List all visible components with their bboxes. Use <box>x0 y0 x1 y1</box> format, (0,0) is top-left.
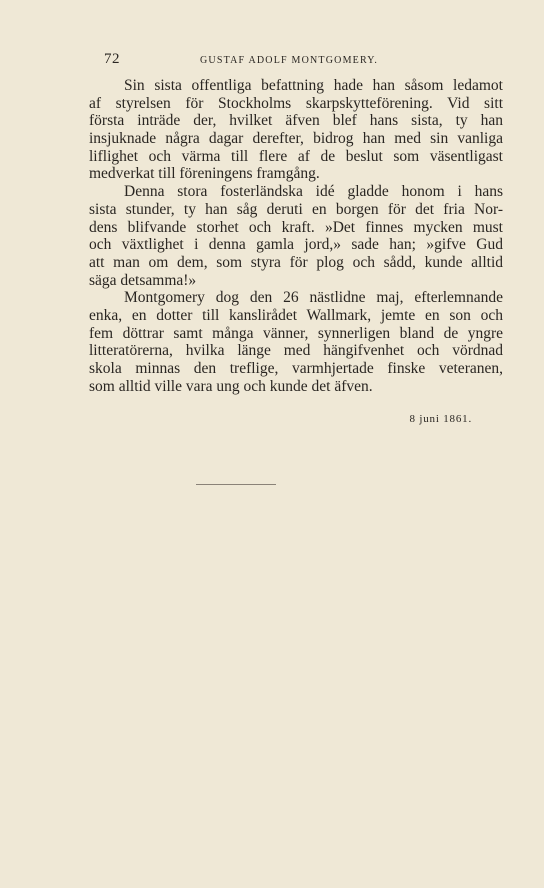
section-divider <box>196 484 276 485</box>
text-line: fem döttrar samt många vänner, synnerligen bland de yngre <box>89 324 503 342</box>
text-line: litteratörerna, hvilka länge med hängifvenhet och vördnad <box>89 342 503 360</box>
text-line: liflighet och värma till flere af de beslut som väsentligast <box>89 147 503 165</box>
text-line: skola minnas den treflige, varmhjertade finske veteranen, <box>89 360 503 377</box>
dateline: 8 juni 1861. <box>409 413 472 425</box>
page-number: 72 <box>104 51 120 67</box>
text-line: dens blifvande storhet och kraft. »Det finnes mycken must <box>89 218 503 236</box>
text-line: Sin sista offentliga befattning hade han såsom ledamot <box>124 77 503 94</box>
text-line: som alltid ville vara ung och kunde det äfven. <box>89 377 373 395</box>
text-line: att man om dem, som styra för plog och sådd, kunde alltid <box>89 253 503 271</box>
text-line: af styrelsen för Stockholms skarpskytteförening. Vid sitt <box>89 94 503 112</box>
body-text <box>89 77 503 395</box>
text-line: och växtlighet i denna gamla jord,» sade han; »gifve Gud <box>89 236 503 254</box>
paragraph-1 <box>89 77 503 183</box>
text-line: första inträde der, hvilket äfven blef hans sista, ty han <box>89 112 503 130</box>
paragraph-2 <box>89 183 503 289</box>
text-line: Montgomery dog den 26 nästlidne maj, efterlemnande <box>124 289 503 307</box>
text-line: sista stunder, ty han såg deruti en borgen för det fria Nor- <box>89 200 503 218</box>
text-line: säga detsamma!» <box>89 271 197 289</box>
text-line: enka, en dotter till kanslirådet Wallmark, jemte en son och <box>89 306 503 324</box>
text-line: medverkat till föreningens framgång. <box>89 165 320 183</box>
text-line: insjuknade några dagar derefter, bidrog han med sin vanliga <box>89 130 503 148</box>
paragraph-3 <box>89 289 503 395</box>
running-title: GUSTAF ADOLF MONTGOMERY. <box>200 55 379 66</box>
text-line: Denna stora fosterländska idé gladde honom i hans <box>124 183 503 201</box>
